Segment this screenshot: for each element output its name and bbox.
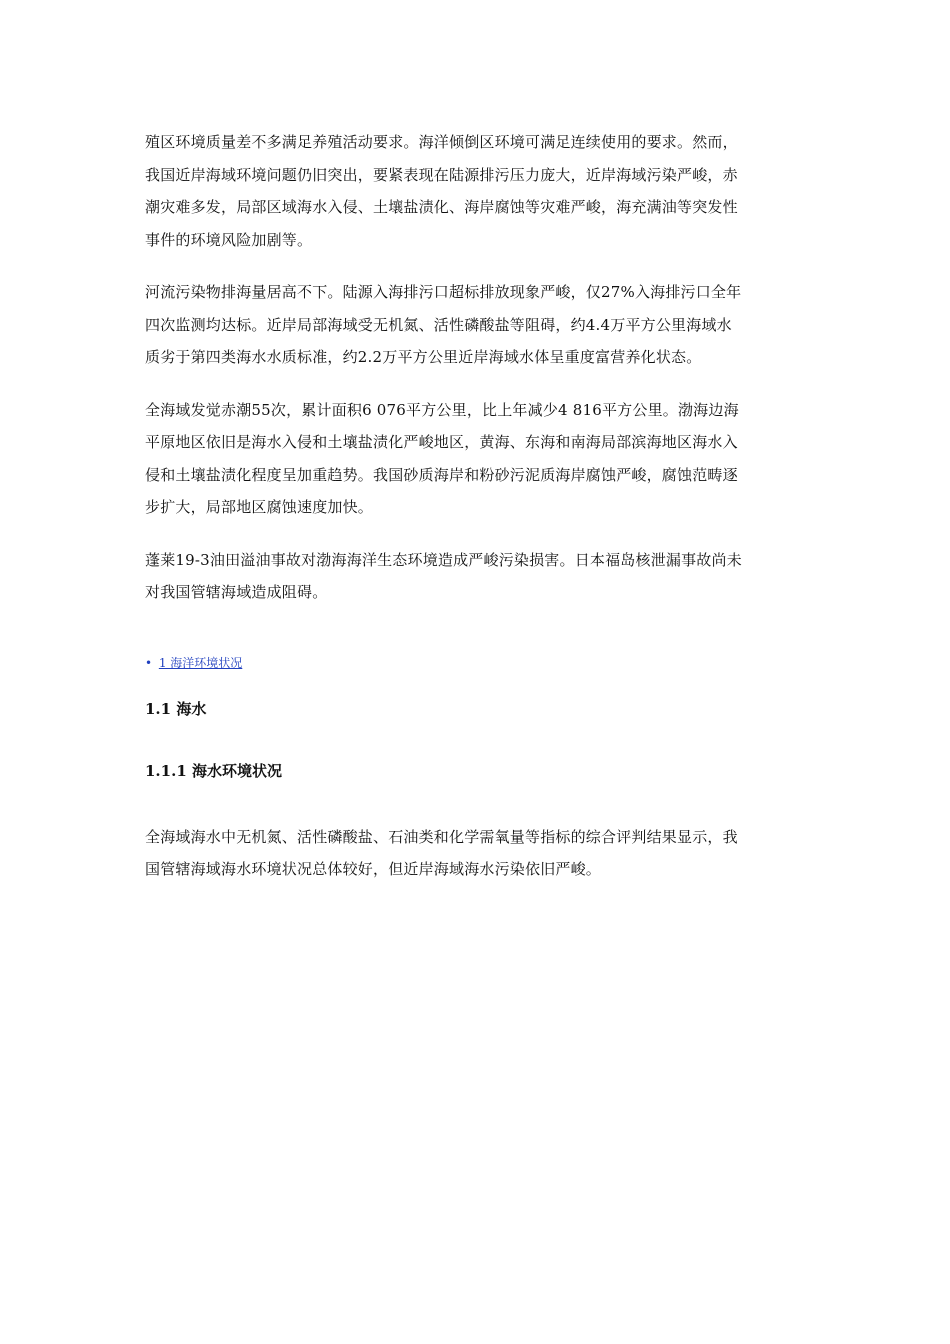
toc-link-marine-environment[interactable]: 1 海洋环境状况: [158, 655, 243, 670]
paragraph-line: 我国近岸海域环境问题仍旧突出，要紧表现在陆源排污压力庞大，近岸海域污染严峻，赤: [145, 165, 738, 184]
paragraph-line: 四次监测均达标。近岸局部海域受无机氮、活性磷酸盐等阻碍，约4.4万平方公里海域水: [145, 315, 732, 334]
paragraph-line: 潮灾难多发，局部区域海水入侵、土壤盐渍化、海岸腐蚀等灾难严峻，海充满油等突发性: [145, 198, 738, 216]
document-body: [145, 126, 807, 906]
paragraph-line: 全海域发觉赤潮55次，累计面积6 076平方公里，比上年减少4 816平方公里。渤海边海: [145, 400, 739, 419]
paragraph-line: 事件的环境风险加剧等。: [145, 230, 313, 249]
paragraph-line: 平原地区依旧是海水入侵和土壤盐渍化严峻地区，黄海、东海和南海局部滨海地区海水入: [145, 433, 738, 451]
bullet-icon: •: [145, 655, 153, 670]
paragraph-3: [145, 394, 807, 524]
paragraph-line: 殖区环境质量差不多满足养殖活动要求。海洋倾倒区环境可满足连续使用的要求。然而，: [145, 133, 738, 151]
paragraph-1: [145, 126, 807, 256]
paragraph-4: [145, 544, 807, 609]
paragraph-line: 侵和土壤盐渍化程度呈加重趋势。我国砂质海岸和粉砂污泥质海岸腐蚀严峻，腐蚀范畴逐: [145, 465, 738, 484]
paragraph-line: 蓬莱19-3油田溢油事故对渤海海洋生态环境造成严峻污染损害。日本福岛核泄漏事故尚未: [145, 550, 742, 569]
section-heading-seawater: 1.1 海水: [145, 699, 207, 718]
paragraph-line: 全海域海水中无机氮、活性磷酸盐、石油类和化学需氧量等指标的综合评判结果显示，我: [145, 827, 738, 846]
subsection-heading-seawater-status: 1.1.1 海水环境状况: [145, 761, 282, 780]
paragraph-line: 对我国管辖海域造成阻碍。: [145, 583, 328, 601]
paragraph-line: 质劣于第四类海水水质标准，约2.2万平方公里近岸海域水体呈重度富营养化状态。: [145, 348, 702, 366]
paragraph-line: 河流污染物排海量居高不下。陆源入海排污口超标排放现象严峻，仅27%入海排污口全年: [145, 283, 742, 301]
paragraph-line: 步扩大，局部地区腐蚀速度加快。: [145, 498, 374, 516]
toc-entry: [145, 655, 807, 671]
paragraph-line: 国管辖海域海水环境状况总体较好，但近岸海域海水污染依旧严峻。: [145, 860, 602, 878]
paragraph-2: [145, 276, 807, 374]
paragraph-5: [145, 821, 807, 886]
